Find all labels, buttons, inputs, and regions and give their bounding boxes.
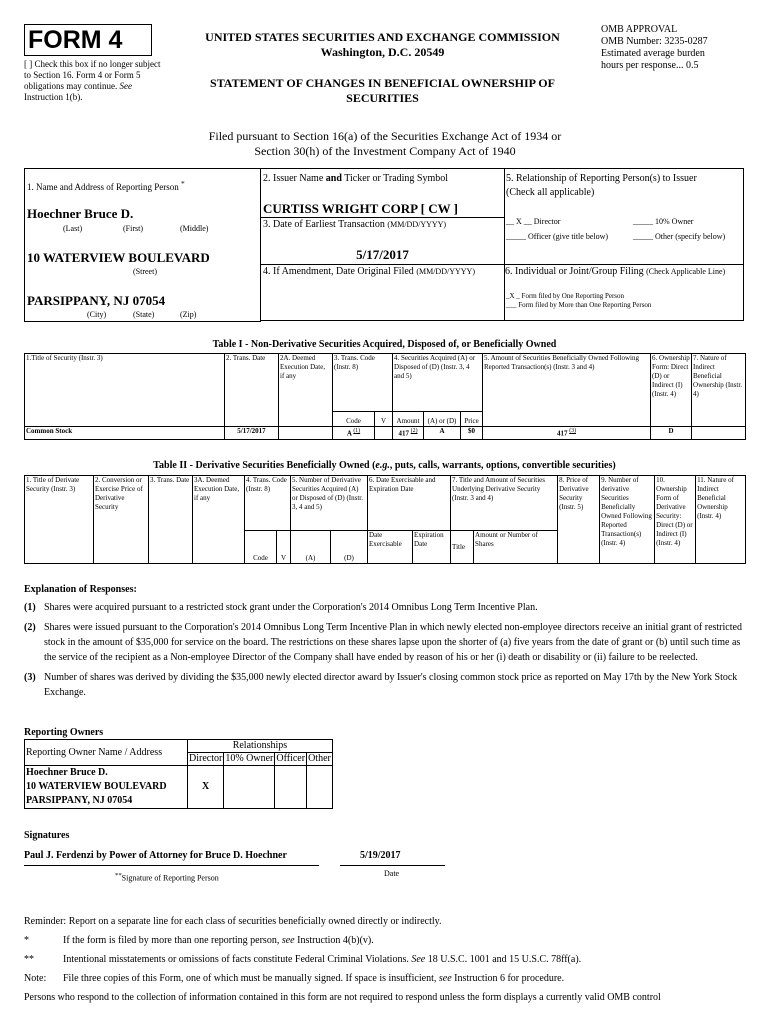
- explanation-heading: Explanation of Responses:: [24, 584, 137, 595]
- t1-row-v: [375, 427, 393, 440]
- box4-label: 4. If Amendment, Date Original Filed: [263, 266, 414, 277]
- t2-h10: 10. Ownership Form of Derivative Security: Direct (D) or Indirect (I) (Instr. 4): [655, 476, 696, 564]
- omb-burden: Estimated average burden: [601, 48, 705, 59]
- t2-sub-v: V: [277, 531, 291, 564]
- zip-label: (Zip): [180, 310, 197, 319]
- t2-sub-code: Code: [245, 531, 277, 564]
- statement-title: STATEMENT OF CHANGES IN BENEFICIAL OWNERSHIP OF SECURITIES: [210, 76, 555, 105]
- t1-row-owned-cell: [483, 427, 651, 440]
- signature-label: **Signature of Reporting Person: [115, 872, 219, 883]
- t2-sub-exer: Date Exercisable: [368, 531, 413, 564]
- signature-date: 5/19/2017: [360, 850, 401, 861]
- filing-one-person[interactable]: _X _ Form filed by One Reporting Person: [506, 292, 625, 300]
- t2-h3: 3. Trans. Date: [149, 476, 193, 564]
- owner-ten-mark: [224, 766, 275, 809]
- t1-row-amount-cell: [393, 427, 424, 440]
- t1-h5: 5. Amount of Securities Beneficially Owned Following Reported Transaction(s) (Instr. 3 and 4): [483, 354, 651, 427]
- box5-relationship: [503, 168, 744, 265]
- owners-col-rel: Relationships: [188, 740, 333, 753]
- owner-director-mark: X: [188, 766, 224, 809]
- t2-sub-d: (D): [331, 531, 368, 564]
- date-line: [340, 865, 445, 866]
- t1-row-amount: 417: [398, 429, 409, 438]
- checkbox-no-longer-subject[interactable]: [ ] Check this box if no longer subject to Section 16. Form 4 or Form 5 obligations may continue. See Instruction 1(b).: [24, 59, 161, 102]
- t1-h6: 6. Ownership Form: Direct (D) or Indirect (I) (Instr. 4): [651, 354, 692, 427]
- reporter-city[interactable]: PARSIPPANY, NJ 07054: [27, 293, 166, 308]
- omb-hours: hours per response... 0.5: [601, 60, 699, 71]
- table2-title: Table II - Derivative Securities Beneficially Owned (e.g., puts, calls, warrants, options, convertible securities): [153, 460, 616, 471]
- owners-col-ten: 10% Owner: [225, 753, 274, 764]
- box3-label: 3. Date of Earliest Transaction: [263, 219, 385, 230]
- t2-h4: 4. Trans. Code (Instr. 8): [245, 476, 291, 531]
- footnote-link-3[interactable]: (3): [569, 428, 577, 434]
- t2-h9: 9. Number of derivative Securities Beneficially Owned Following Reported Transaction(s) (Instr. 4): [600, 476, 655, 564]
- filing-multiple[interactable]: ___ Form filed by More than One Reporting Person: [506, 301, 652, 309]
- city-label: (City): [87, 310, 107, 319]
- owner-city: PARSIPPANY, NJ 07054: [26, 795, 133, 806]
- reporter-name[interactable]: Hoechner Bruce D.: [27, 206, 134, 221]
- t2-sub-amt: Amount or Number of Shares: [474, 531, 558, 564]
- middle-label: (Middle): [180, 224, 209, 233]
- owners-col-dir: Director: [189, 753, 223, 764]
- box6-filing: [503, 263, 744, 321]
- first-label: (First): [123, 224, 143, 233]
- t1-sub-price: Price: [461, 412, 483, 427]
- signatures-heading: Signatures: [24, 830, 70, 841]
- owner-name-cell: [25, 766, 188, 809]
- t1-h7: 7. Nature of Indirect Beneficial Ownership (Instr. 4): [692, 354, 746, 427]
- owner-off-mark: [275, 766, 307, 809]
- box1-name-address: [24, 168, 261, 322]
- last-label: (Last): [63, 224, 83, 233]
- t2-sub-a: (A): [291, 531, 331, 564]
- box2-issuer: [260, 168, 505, 218]
- owner-name: Hoechner Bruce D.: [26, 767, 108, 778]
- director-check[interactable]: __ X __ Director: [506, 217, 561, 226]
- t1-h2a: 2A. Deemed Execution Date, if any: [279, 354, 333, 427]
- owners-col-off: Officer: [276, 753, 306, 764]
- box3-fmt: (MM/DD/YYYY): [387, 220, 447, 229]
- t1-h2: 2. Trans. Date: [225, 354, 279, 427]
- earliest-date[interactable]: 5/17/2017: [356, 247, 409, 262]
- t1-row-date: 5/17/2017: [225, 427, 279, 440]
- agency-city: Washington, D.C. 20549: [320, 45, 445, 59]
- filed-pursuant-2: Section 30(h) of the Investment Company Act of 1940: [254, 144, 516, 158]
- table-row: [25, 766, 333, 809]
- box5-sub: (Check all applicable): [506, 187, 595, 198]
- state-label: (State): [133, 310, 155, 319]
- explanation-list: [24, 600, 746, 700]
- t2-h2: 2. Conversion or Exercise Price of Derivative Security: [94, 476, 149, 564]
- owners-table: [24, 739, 333, 809]
- t2-h5: 5. Number of Derivative Securities Acquired (A) or Disposed of (D) (Instr. 3, 4 and 5): [291, 476, 368, 531]
- form-title: FORM 4: [28, 26, 123, 54]
- box2-label-b: Ticker or Trading Symbol: [344, 173, 449, 184]
- t1-row-nature: [692, 427, 746, 440]
- footnote-link-2[interactable]: (2): [410, 428, 418, 434]
- date-label: Date: [384, 869, 400, 878]
- footnote-1: (1) Shares were acquired pursuant to a restricted stock grant under the Corporation's 2014 Omnibus Long Term Incentive Plan.: [24, 602, 538, 613]
- t1-row-form: D: [651, 427, 692, 440]
- box1-label: 1. Name and Address of Reporting Person: [27, 182, 179, 192]
- agency-name: UNITED STATES SECURITIES AND EXCHANGE COMMISSION: [205, 30, 560, 44]
- t1-sub-aord: (A) or (D): [424, 412, 461, 427]
- footnote-3: (3) Number of shares was derived by dividing the $35,000 newly elected director award by Issuer's closing common stock price as reported on May 17th by the New York Stock Exchange.: [24, 672, 738, 698]
- owners-col-oth: Other: [308, 753, 331, 764]
- box4-amendment: [260, 263, 505, 321]
- filed-pursuant-1: Filed pursuant to Section 16(a) of the Securities Exchange Act of 1934 or: [208, 129, 562, 143]
- box1-mark: *: [180, 179, 185, 188]
- owners-heading: Reporting Owners: [24, 727, 104, 738]
- t2-h8: 8. Price of Derivative Security (Instr. 5): [558, 476, 600, 564]
- box6-sub: (Check Applicable Line): [646, 267, 726, 276]
- t1-row-code-cell: [333, 427, 375, 440]
- owner-oth-mark: [307, 766, 333, 809]
- signer-name: Paul J. Ferdenzi by Power of Attorney for Bruce D. Hoechner: [24, 850, 287, 861]
- t1-row-price: $0: [461, 427, 483, 440]
- owner-street: 10 WATERVIEW BOULEVARD: [26, 781, 167, 792]
- table-row: [25, 427, 746, 440]
- other-check[interactable]: _____ Other (specify below): [633, 232, 726, 241]
- t1-row-title: Common Stock: [25, 427, 225, 440]
- footer: Reminder: Report on a separate line for each class of securities beneficially owned directly or indirectly. * If the form is filed by more than one reporting person, see Instruction 4(b)(v). ** Intentional misstatements or omissions of facts constitute Federal Criminal Violations. See 18 U.S.C. 1001 and 15 U.S.C. 78ff(a). Note: File three copies of this Form, one of which must be manually signed. If space is insufficient, see Instruction 6 for procedure. Persons who respond to the collection of information contained in this form are not required to respond unless the form displays a currently valid OMB control: [24, 912, 759, 1007]
- table1: [24, 353, 746, 440]
- tenpct-check[interactable]: _____ 10% Owner: [633, 217, 694, 226]
- persons-text: Persons who respond to the collection of information contained in this form are not required to respond unless the form displays a currently valid OMB control: [24, 992, 661, 1003]
- t2-h1: 1. Title of Derivate Security (Instr. 3): [25, 476, 94, 564]
- t2-sub-title: Title: [451, 531, 474, 564]
- box5-label: 5. Relationship of Reporting Person(s) to Issuer: [506, 173, 697, 184]
- box2-label-a: 2. Issuer Name: [263, 173, 324, 184]
- signature-line: [24, 865, 319, 866]
- reporting-grid: [24, 168, 745, 321]
- omb-approval-box: [601, 24, 751, 72]
- t1-h3: 3. Trans. Code (Instr. 8): [333, 354, 393, 412]
- issuer-name[interactable]: CURTISS WRIGHT CORP [ CW ]: [263, 201, 458, 216]
- reminder-text: Reminder: Report on a separate line for each class of securities beneficially owned directly or indirectly.: [24, 916, 442, 927]
- t1-row-code: A: [346, 429, 352, 438]
- box6-label: 6. Individual or Joint/Group Filing: [505, 266, 644, 277]
- box4-fmt: (MM/DD/YYYY): [416, 267, 475, 276]
- t2-sub-exp: Expiration Date: [413, 531, 451, 564]
- footnote-link-1[interactable]: (1): [353, 428, 361, 434]
- omb-number: OMB Number: 3235-0287: [601, 36, 708, 47]
- t1-h1: 1.Title of Security (Instr. 3): [25, 354, 225, 427]
- table1-title: Table I - Non-Derivative Securities Acquired, Disposed of, or Beneficially Owned: [212, 339, 557, 350]
- t1-row-owned: 417: [556, 429, 568, 438]
- footnote-2: (2) Shares were issued pursuant to the Corporation's 2014 Omnibus Long Term Incentive Plan in which newly elected non-employee directors receive an initial grant of restricted stock in the amount of $35,000 for service on the board. The restrictions on these shares lapse upon the shorter of (a) five years from the date of grant or (b) until such time as the service of the recipient as a Non-employee Director of the Company shall have ended by reason of his or her (i) death or disability or (ii) failure to be reelected.: [24, 622, 742, 663]
- t1-sub-v: V: [375, 412, 393, 427]
- omb-title: OMB APPROVAL: [601, 24, 678, 35]
- table2: [24, 475, 746, 564]
- t1-row-deemed: [279, 427, 333, 440]
- box3-earliest-date: [260, 216, 505, 265]
- t1-row-aord: A: [424, 427, 461, 440]
- form-title-box: [24, 24, 152, 56]
- t1-h4: 4. Securities Acquired (A) or Disposed of (D) (Instr. 3, 4 and 5): [393, 354, 483, 412]
- t2-h11: 11. Nature of Indirect Beneficial Ownership (Instr. 4): [696, 476, 746, 564]
- street-label: (Street): [133, 267, 157, 276]
- t1-sub-amount: Amount: [393, 412, 424, 427]
- box2-label-and: and: [325, 173, 342, 184]
- officer-check[interactable]: _____ Officer (give title below): [506, 232, 609, 241]
- t2-h6: 6. Date Exercisable and Expiration Date: [368, 476, 451, 531]
- t2-h3a: 3A. Deemed Execution Date, if any: [193, 476, 245, 564]
- reporter-street[interactable]: 10 WATERVIEW BOULEVARD: [27, 250, 210, 265]
- owners-col-name: Reporting Owner Name / Address: [25, 740, 188, 766]
- t2-h7: 7. Title and Amount of Securities Underlying Derivative Security (Instr. 3 and 4): [451, 476, 558, 531]
- t1-sub-code: Code: [333, 412, 375, 427]
